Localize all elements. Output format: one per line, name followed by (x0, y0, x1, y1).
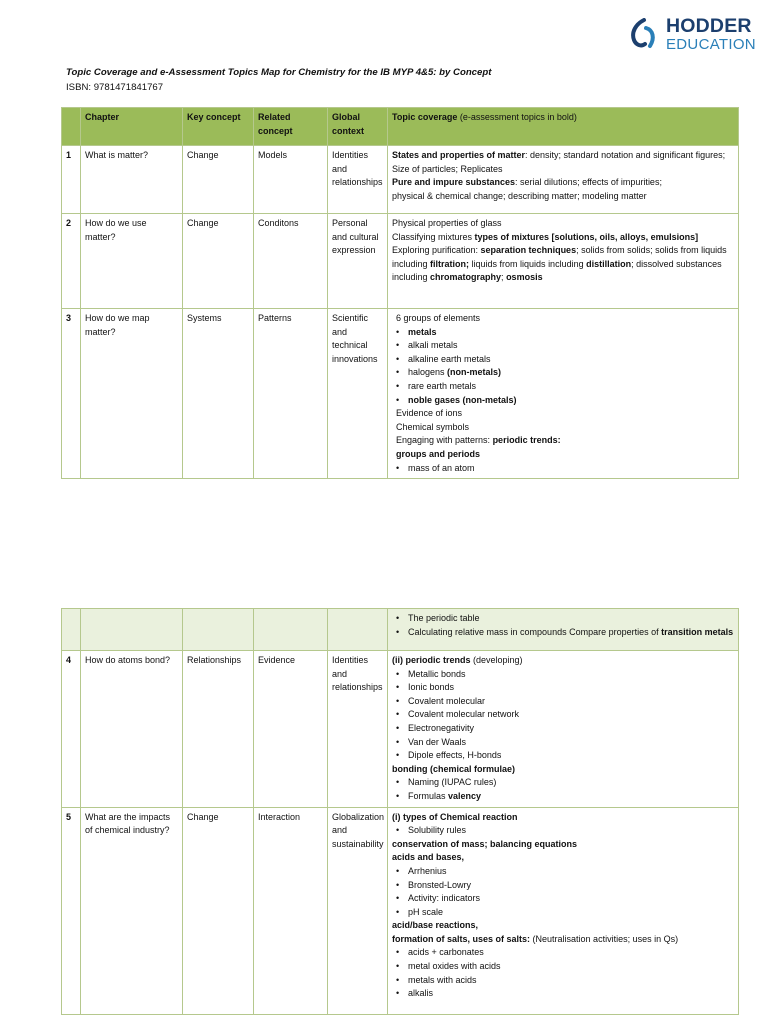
empty-cell (328, 609, 388, 651)
row-global-context: Identities and relationships (328, 146, 388, 214)
list-item: • The periodic table (392, 612, 734, 626)
topic-line: Exploring purification: separation techniques; solids from solids; solids from liquids including filtration; liquids from liquids including distillation; dissolved substances including chromatography; osmosis (392, 245, 727, 283)
bullet-list (392, 865, 734, 919)
table-row (62, 807, 739, 1014)
topic-line: formation of salts, uses of salts: (Neutralisation activities; uses in Qs) (392, 933, 679, 944)
topic-line: Physical properties of glass (392, 218, 502, 228)
table-row (62, 309, 739, 479)
row-number: 3 (62, 309, 81, 479)
list-item: • alkalis (392, 987, 734, 1001)
row-topic-coverage (388, 309, 739, 479)
topic-line: States and properties of matter: density; standard notation and significant figures; Size of particles; Replicates (392, 150, 726, 174)
topic-line: 6 groups of elements (396, 313, 481, 323)
row-chapter: What are the impacts of chemical industry? (81, 807, 183, 1014)
logo-line1: HODDER (666, 15, 752, 37)
empty-cell (62, 609, 81, 651)
list-item: • metal oxides with acids (392, 960, 734, 974)
list-item: • Arrhenius (392, 865, 734, 879)
header-topic-coverage (388, 108, 739, 146)
header-topic-note: (e-assessment topics in bold) (457, 112, 577, 122)
topic-line: Evidence of ions (396, 408, 463, 419)
list-item: • Calculating relative mass in compounds Compare properties of transition metals (392, 626, 734, 640)
topic-line: physical & chemical change; describing matter; modeling matter (392, 190, 647, 201)
bullet-list (392, 946, 734, 1000)
row-number: 5 (62, 807, 81, 1014)
row-related-concept: Conditons (254, 214, 328, 309)
topic-line: acid/base reactions, (392, 920, 479, 931)
row-key-concept: Change (183, 146, 254, 214)
bullet-list (392, 612, 734, 639)
list-item: • Covalent molecular (392, 695, 734, 709)
header-related-concept: Related concept (254, 108, 328, 146)
row-related-concept: Interaction (254, 807, 328, 1014)
row-global-context: Identities and relationships (328, 651, 388, 808)
list-item: • Naming (IUPAC rules) (392, 776, 734, 790)
row-topic-coverage (388, 609, 739, 651)
table-row (62, 146, 739, 214)
empty-cell (81, 609, 183, 651)
list-item: • Dipole effects, H-bonds (392, 749, 734, 763)
bullet-list (392, 462, 734, 476)
isbn: ISBN: 9781471841767 (66, 82, 164, 93)
row-related-concept: Evidence (254, 651, 328, 808)
empty-cell (183, 609, 254, 651)
list-item: • Electronegativity (392, 722, 734, 736)
list-item: • metals (392, 326, 734, 340)
row-chapter: How do we use matter? (81, 214, 183, 309)
topic-line: groups and periods (396, 448, 481, 459)
header-chapter: Chapter (81, 108, 183, 146)
row-global-context: Scientific and technical innovations (328, 309, 388, 479)
list-item: • mass of an atom (392, 462, 734, 476)
list-item: • Ionic bonds (392, 681, 734, 695)
header-global-context: Global context (328, 108, 388, 146)
row-related-concept: Patterns (254, 309, 328, 479)
row-number: 4 (62, 651, 81, 808)
table-header-row (62, 108, 739, 146)
list-item: • Solubility rules (392, 824, 734, 838)
bullet-list (392, 824, 734, 838)
topic-line: (i) types of Chemical reaction (392, 811, 518, 822)
document-title: Topic Coverage and e-Assessment Topics Map for Chemistry for the IB MYP 4&5: by Concept (66, 67, 492, 78)
bullet-list (392, 326, 734, 408)
logo-line2: EDUCATION (666, 36, 756, 53)
topic-table-part1 (61, 107, 739, 479)
topic-line: Pure and impure substances: serial dilutions; effects of impurities; (392, 177, 662, 188)
row-chapter: How do atoms bond? (81, 651, 183, 808)
list-item: • Formulas valency (392, 790, 734, 804)
table-row (62, 214, 739, 309)
list-item: • alkali metals (392, 339, 734, 353)
hodder-swirl-icon (628, 18, 662, 52)
table-row (62, 651, 739, 808)
row-chapter: What is matter? (81, 146, 183, 214)
list-item: • noble gases (non-metals) (392, 394, 734, 408)
topic-line: Classifying mixtures types of mixtures [solutions, oils, alloys, emulsions] (392, 231, 699, 242)
row-topic-coverage (388, 146, 739, 214)
list-item: • metals with acids (392, 974, 734, 988)
list-item: • acids + carbonates (392, 946, 734, 960)
publisher-logo (628, 14, 758, 56)
topic-line: Chemical symbols (396, 421, 470, 432)
row-topic-coverage (388, 651, 739, 808)
row-key-concept: Change (183, 807, 254, 1014)
header-key-concept: Key concept (183, 108, 254, 146)
row-global-context: Personal and cultural expression (328, 214, 388, 309)
row-global-context: Globalization and sustainability (328, 807, 388, 1014)
header-num (62, 108, 81, 146)
list-item: • Activity: indicators (392, 892, 734, 906)
topic-line: acids and bases, (392, 852, 465, 863)
row-key-concept: Systems (183, 309, 254, 479)
row-related-concept: Models (254, 146, 328, 214)
list-item: • halogens (non-metals) (392, 366, 734, 380)
topic-line: (ii) periodic trends (developing) (392, 655, 523, 665)
row-key-concept: Relationships (183, 651, 254, 808)
row-topic-coverage (388, 807, 739, 1014)
row-number: 2 (62, 214, 81, 309)
row-number: 1 (62, 146, 81, 214)
topic-line: Engaging with patterns: periodic trends: (396, 435, 561, 446)
list-item: • rare earth metals (392, 380, 734, 394)
list-item: • Metallic bonds (392, 668, 734, 682)
list-item: • Covalent molecular network (392, 708, 734, 722)
topic-line: conservation of mass; balancing equations (392, 838, 578, 849)
topic-line: bonding (chemical formulae) (392, 763, 516, 774)
row-key-concept: Change (183, 214, 254, 309)
list-item: • Van der Waals (392, 736, 734, 750)
header-topic-bold: Topic coverage (392, 112, 458, 122)
table-row-continued (62, 609, 739, 651)
topic-table-part2 (61, 608, 739, 1015)
bullet-list (392, 776, 734, 803)
row-topic-coverage (388, 214, 739, 309)
list-item: • Bronsted-Lowry (392, 879, 734, 893)
row-chapter: How do we map matter? (81, 309, 183, 479)
list-item: • alkaline earth metals (392, 353, 734, 367)
bullet-list (392, 668, 734, 763)
list-item: • pH scale (392, 906, 734, 920)
empty-cell (254, 609, 328, 651)
